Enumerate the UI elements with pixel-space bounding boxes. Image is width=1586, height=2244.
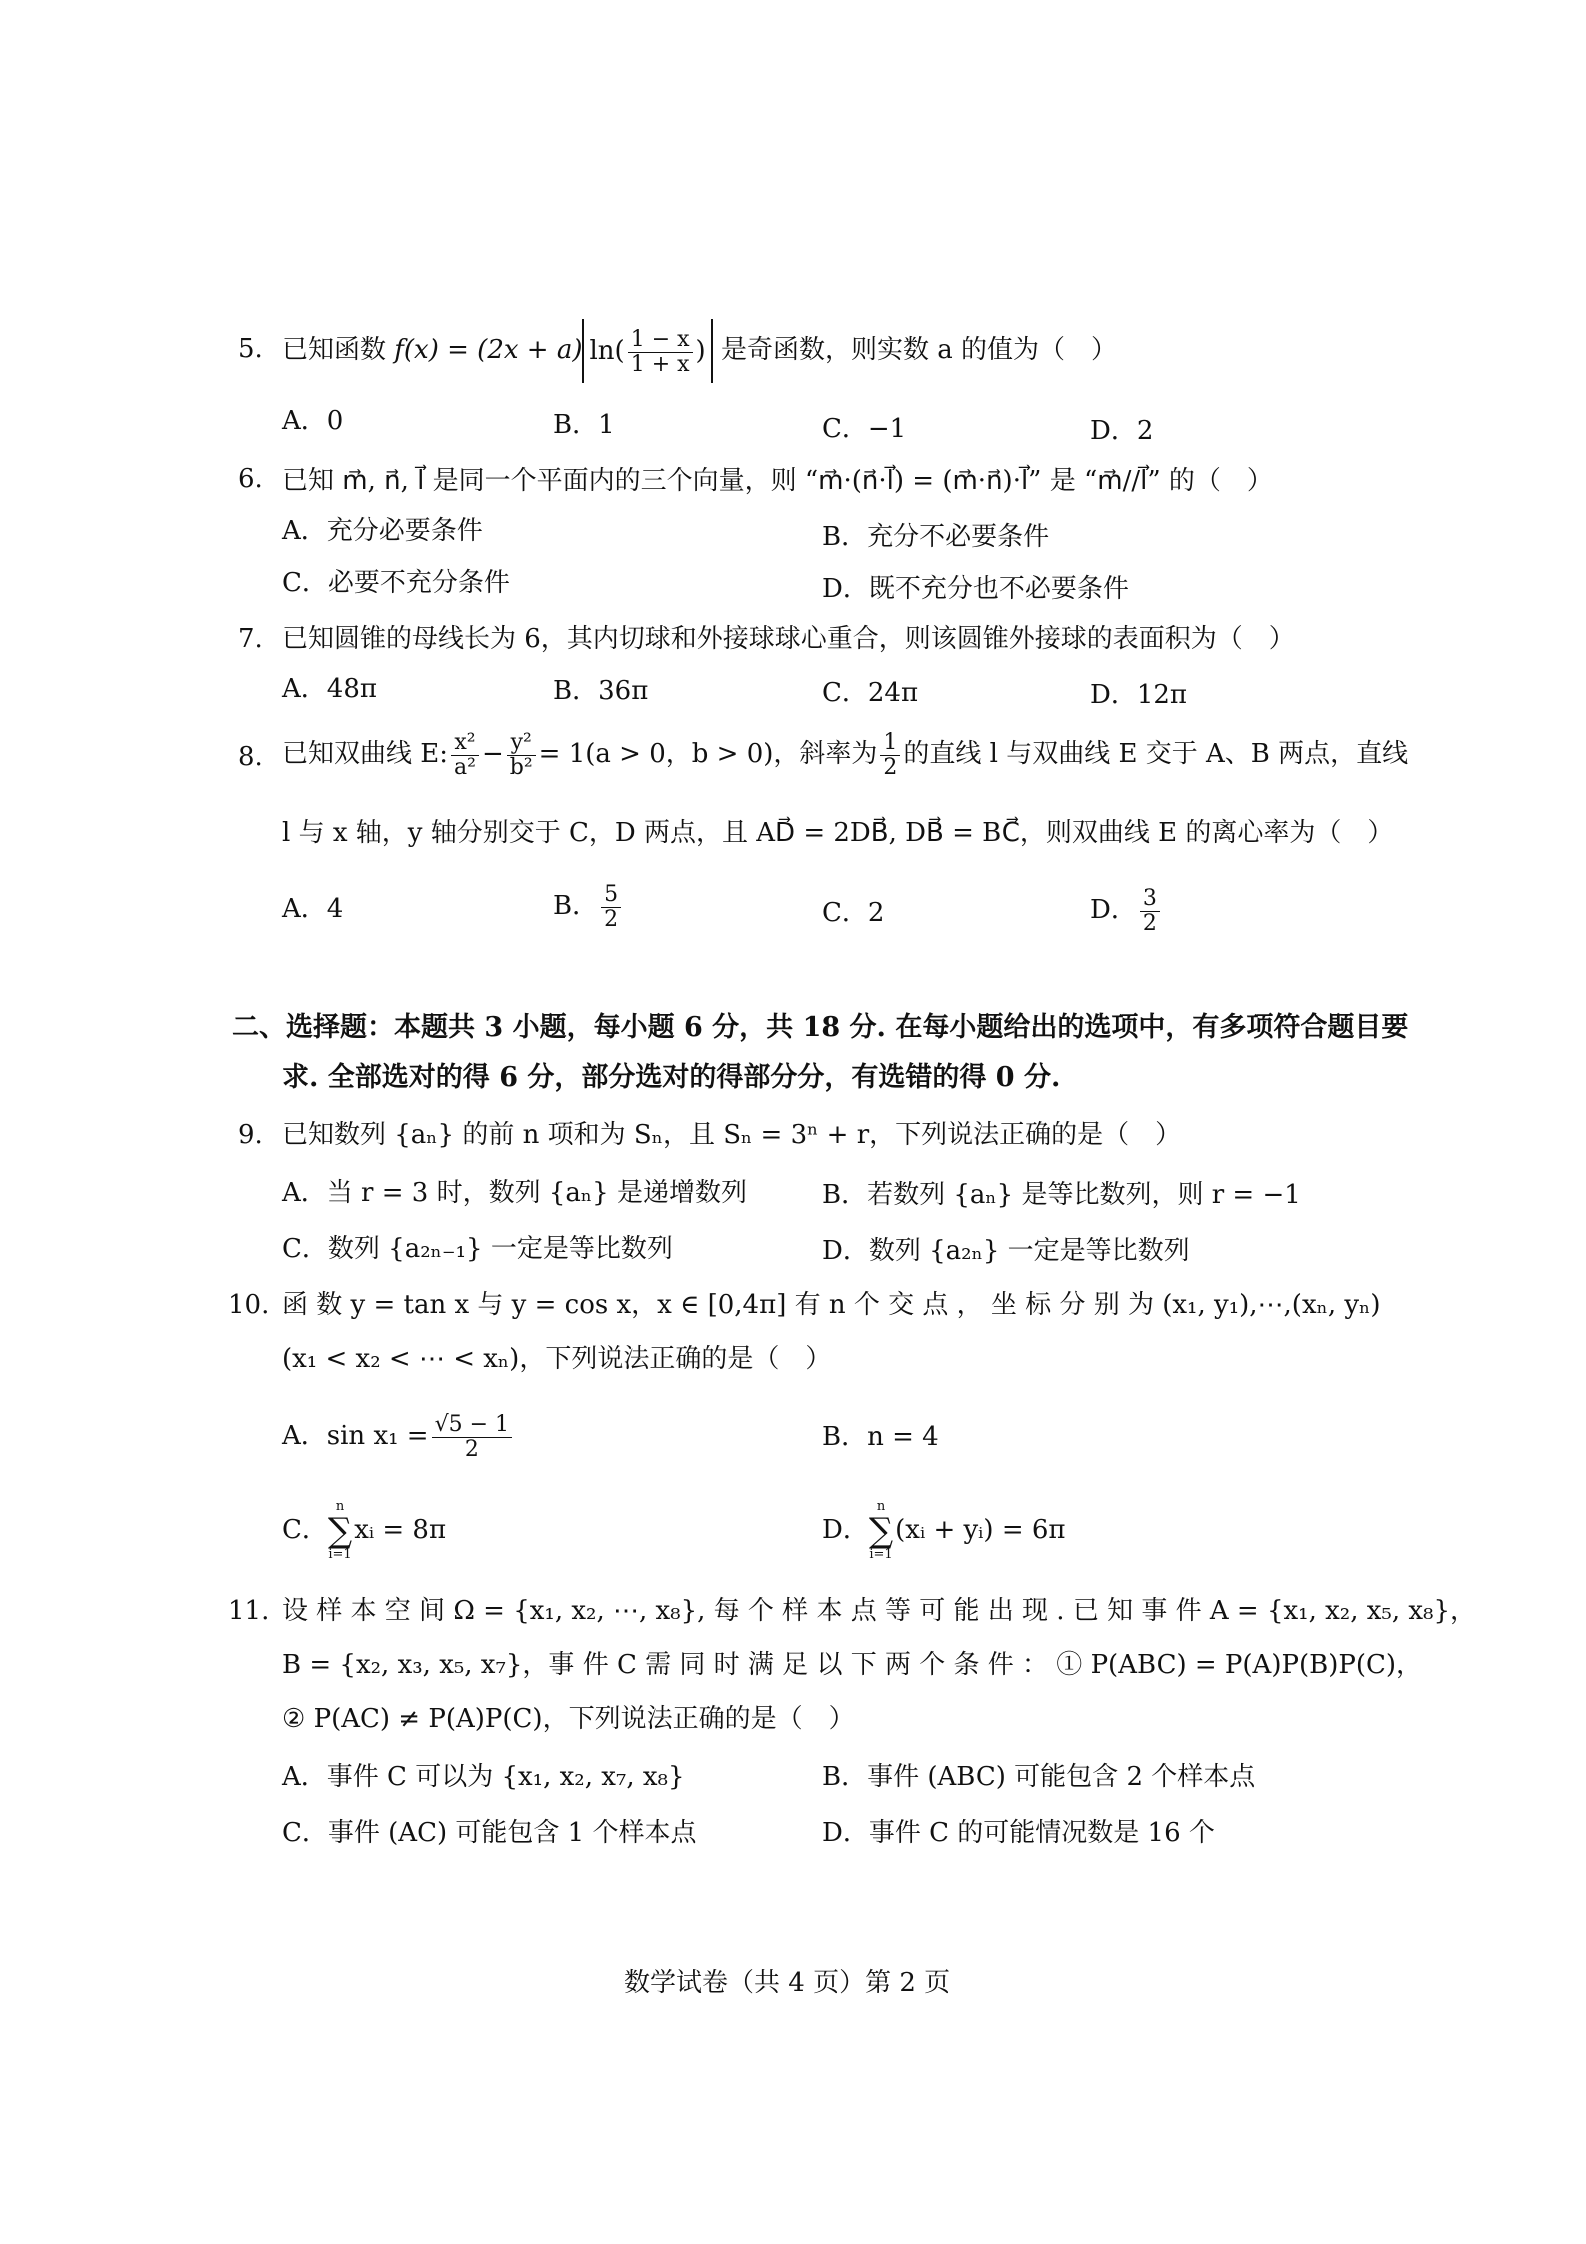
q5-option-c: C．−1 <box>822 414 907 444</box>
q10-stem-line1: 函 数 y = tan x 与 y = cos x，x ∈ [0,4π] 有 n 个 交 点 ， 坐 标 分 别 为 (x₁, y₁),⋯,(xₙ, yₙ) <box>282 1290 1381 1320</box>
q7-stem: 已知圆锥的母线长为 6，其内切球和外接球球心重合，则该圆锥外接球的表面积为（ ） <box>282 624 1295 654</box>
q8-stem-line1: 已知双曲线 E: $\frac{\text{x²}}{\text{a²}}$ − $\frac{\text{y²}}{\text{b²}}$ = 1(a > 0，b > 0)，斜率为 $\frac{1}{2}$ 的直线 l 与双曲线 E 交于 A、B 两点，直线 <box>282 729 1409 780</box>
q8-option-a: A．4 <box>282 894 344 924</box>
q8-number: 8. <box>238 742 263 772</box>
q11-stem-line1: 设 样 本 空 间 Ω = {x₁, x₂, ⋯, x₈}, 每 个 样 本 点 等 可 能 出 现 . 已 知 事 件 A = {x₁, x₂, x₅, x₈}， <box>282 1596 1476 1626</box>
section2-heading-line1: 二、选择题：本题共 3 小题，每小题 6 分，共 18 分. 在每小题给出的选项中，有多项符合题目要 <box>232 1012 1409 1043</box>
q8-option-b: B． $\frac{5}{2}$ <box>553 874 624 938</box>
q8-option-c: C．2 <box>822 898 885 928</box>
q7-option-a: A．48π <box>282 674 377 704</box>
q5-abs <box>582 319 712 383</box>
q11-stem-line3: ② P(AC) ≠ P(A)P(C)，下列说法正确的是（ ） <box>282 1704 855 1734</box>
q5-option-d: D．2 <box>1090 416 1154 446</box>
section2-heading-line2: 求. 全部选对的得 6 分，部分选对的得部分分，有选错的得 0 分. <box>282 1062 1061 1093</box>
q10-option-a: A．sin x₁ = $\frac{√5 - 1}{2}$ <box>282 1400 515 1472</box>
q5-ln: ln( <box>589 336 625 366</box>
q10-option-c: C． n ∑ i=1 xᵢ = 8π <box>282 1499 447 1562</box>
q8-stem-line2: l 与 x 轴，y 轴分别交于 C，D 两点，且 AD⃗ = 2DB⃗, DB⃗ = BC⃗，则双曲线 E 的离心率为（ ） <box>282 818 1394 848</box>
q7-option-c: C．24π <box>822 678 919 708</box>
q11-number: 11. <box>228 1596 270 1626</box>
q6-option-b: B．充分不必要条件 <box>822 522 1050 552</box>
q8-stem-a: 已知双曲线 E: <box>282 739 449 769</box>
q5-number: 5. <box>238 334 263 364</box>
q9-option-d: D．数列 {a₂ₙ} 一定是等比数列 <box>822 1236 1190 1266</box>
q10-option-a-frac: $\frac{√5 - 1}{2}$ <box>432 1413 512 1462</box>
q7-number: 7. <box>238 624 263 654</box>
q11-option-a: A．事件 C 可以为 {x₁, x₂, x₇, x₈} <box>282 1762 685 1792</box>
q10-option-c-sum: n ∑ i=1 <box>327 1499 353 1562</box>
q11-option-c: C．事件 (AC) 可能包含 1 个样本点 <box>282 1818 697 1848</box>
q11-option-d: D．事件 C 的可能情况数是 16 个 <box>822 1818 1215 1848</box>
q8-stem-c: 的直线 l 与双曲线 E 交于 A、B 两点，直线 <box>903 739 1409 769</box>
q9-option-c: C．数列 {a₂ₙ₋₁} 一定是等比数列 <box>282 1234 673 1264</box>
q9-number: 9. <box>238 1120 263 1150</box>
q7-option-d: D．12π <box>1090 680 1188 710</box>
q5-option-b: B．1 <box>553 410 615 440</box>
q6-stem: 已知 m⃗, n⃗, l⃗ 是同一个平面内的三个向量，则 “m⃗·(n⃗·l⃗) = (m⃗·n⃗)·l⃗” 是 “m⃗//l⃗” 的（ ） <box>282 466 1273 496</box>
q8-stem-b: = 1(a > 0，b > 0)，斜率为 <box>538 739 878 769</box>
q5-fx: f(x) = (2x + a) <box>394 335 583 365</box>
q11-stem-line2: B = {x₂, x₃, x₅, x₇}，事 件 C 需 同 时 满 足 以 下 两 个 条 件 ： ① P(ABC) = P(A)P(B)P(C)， <box>282 1650 1423 1680</box>
q10-option-d: D． n ∑ i=1 (xᵢ + yᵢ) = 6π <box>822 1499 1066 1562</box>
q5-stem-a: 已知函数 <box>282 335 387 365</box>
q6-option-d: D．既不充分也不必要条件 <box>822 574 1129 604</box>
q5-frac <box>628 328 693 377</box>
q11-option-b: B．事件 (ABC) 可能包含 2 个样本点 <box>822 1762 1256 1792</box>
q8-option-d-frac: $\frac{3}{2}$ <box>1140 887 1160 936</box>
q8-option-d: D． $\frac{3}{2}$ <box>1090 878 1163 942</box>
q6-option-c: C．必要不充分条件 <box>282 568 510 598</box>
q10-option-b: B．n = 4 <box>822 1422 939 1452</box>
q5-frac-bottom: 1 + x <box>630 351 690 377</box>
q8-half-frac: $\frac{1}{2}$ <box>880 731 900 780</box>
q5-stem <box>282 318 1117 383</box>
q6-option-a: A．充分必要条件 <box>282 516 483 546</box>
q5-ln-close: ) <box>695 336 706 366</box>
q6-number: 6. <box>238 464 263 494</box>
page-footer: 数学试卷（共 4 页）第 2 页 <box>624 1968 951 1998</box>
q5-frac-top: 1 − x <box>628 328 693 353</box>
q9-stem: 已知数列 {aₙ} 的前 n 项和为 Sₙ，且 Sₙ = 3ⁿ + r，下列说法正确的是（ ） <box>282 1120 1182 1150</box>
q8-x2-frac: $\frac{\text{x²}}{\text{a²}}$ <box>451 731 479 780</box>
q5-option-a: A．0 <box>282 406 344 436</box>
q9-option-a: A．当 r = 3 时，数列 {aₙ} 是递增数列 <box>282 1178 747 1208</box>
q10-number: 10. <box>228 1290 270 1320</box>
q5-stem-b: 是奇函数，则实数 a 的值为（ ） <box>720 335 1117 365</box>
q7-option-b: B．36π <box>553 676 649 706</box>
q10-option-d-sum: n ∑ i=1 <box>868 1499 894 1562</box>
q9-option-b: B．若数列 {aₙ} 是等比数列，则 r = −1 <box>822 1180 1301 1210</box>
q10-stem-line2: (x₁ < x₂ < ⋯ < xₙ)，下列说法正确的是（ ） <box>282 1344 832 1374</box>
q8-option-b-frac: $\frac{5}{2}$ <box>601 883 621 932</box>
q8-y2-frac: $\frac{\text{y²}}{\text{b²}}$ <box>507 731 536 780</box>
